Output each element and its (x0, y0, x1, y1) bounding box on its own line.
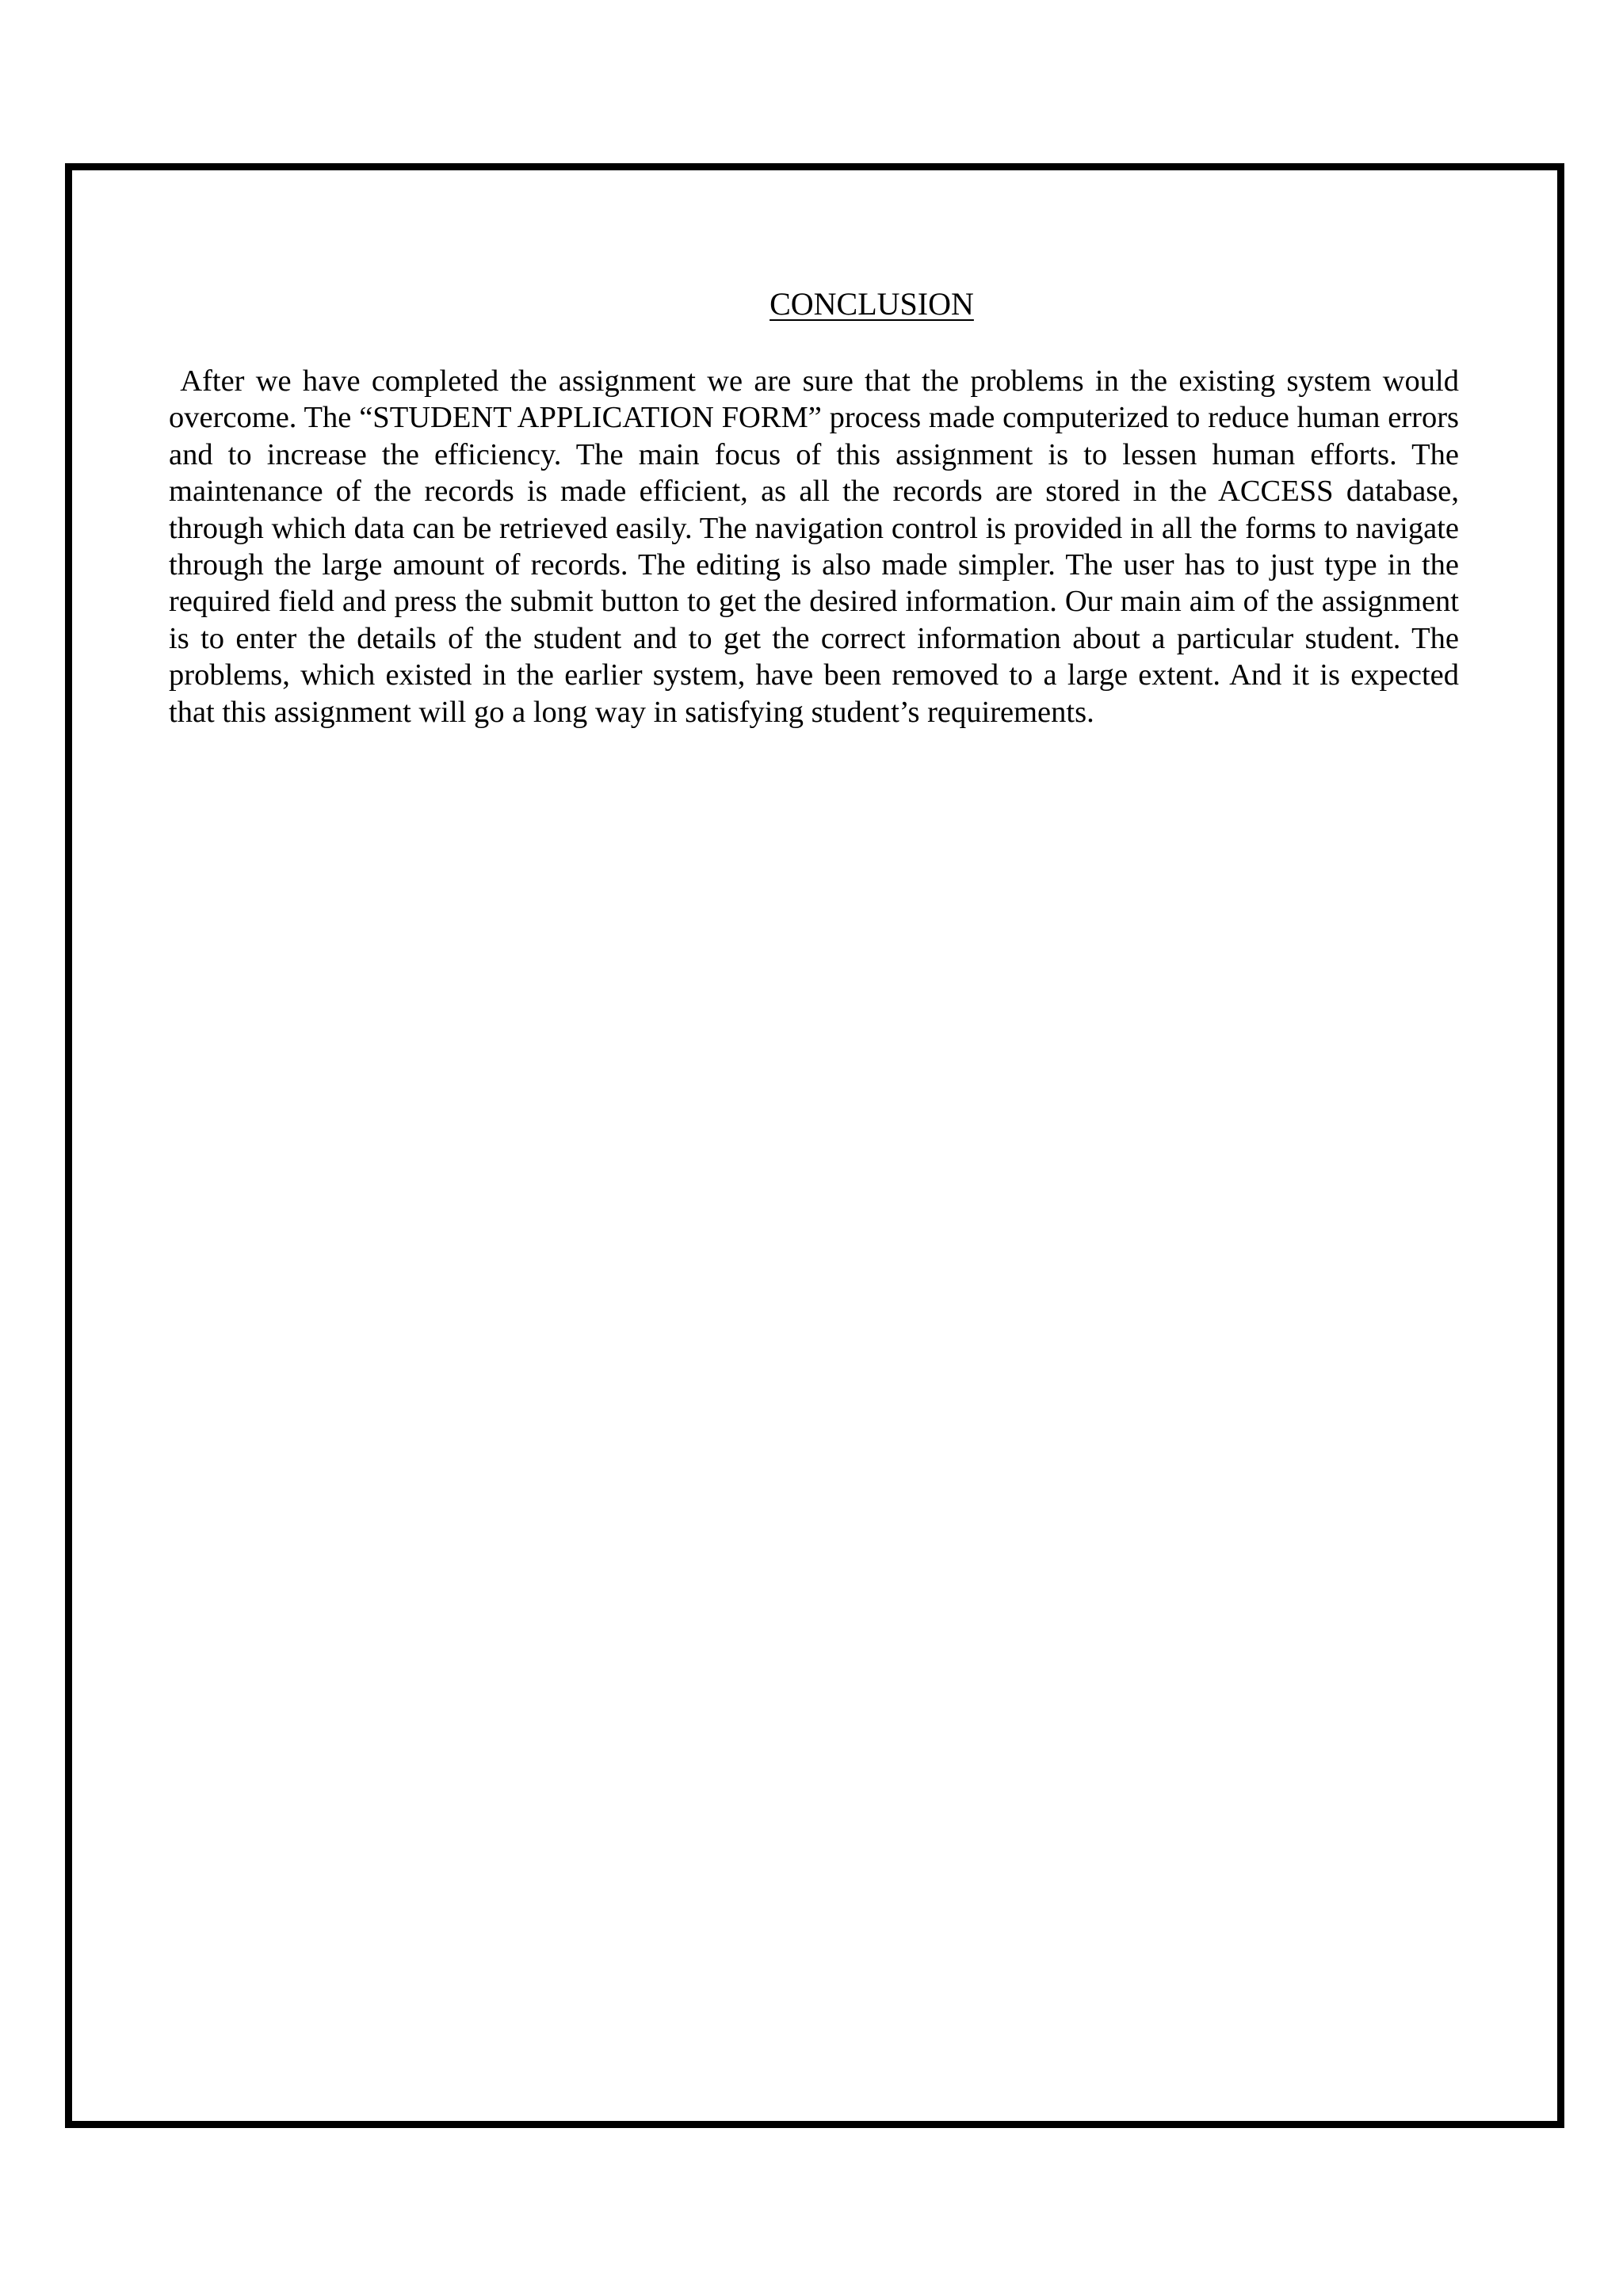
conclusion-heading-text: CONCLUSION (769, 286, 974, 322)
conclusion-heading (169, 285, 1575, 323)
conclusion-paragraph: After we have completed the assignment we are sure that the problems in the existing system would overcome. The “STUDENT APPLICATION FORM” process made computerized to reduce human errors and to increase the efficiency. The main focus of this assignment is to lessen human efforts. The maintenance of the records is made efficient, as all the records are stored in the ACCESS database, through which data can be retrieved easily. The navigation control is provided in all the forms to navigate through the large amount of records. The editing is also made simpler. The user has to just type in the required field and press the submit button to get the desired information. Our main aim of the assignment is to enter the details of the student and to get the correct information about a particular student. The problems, which existed in the earlier system, have been removed to a large extent. And it is expected that this assignment will go a long way in satisfying student’s requirements. (169, 364, 1459, 729)
